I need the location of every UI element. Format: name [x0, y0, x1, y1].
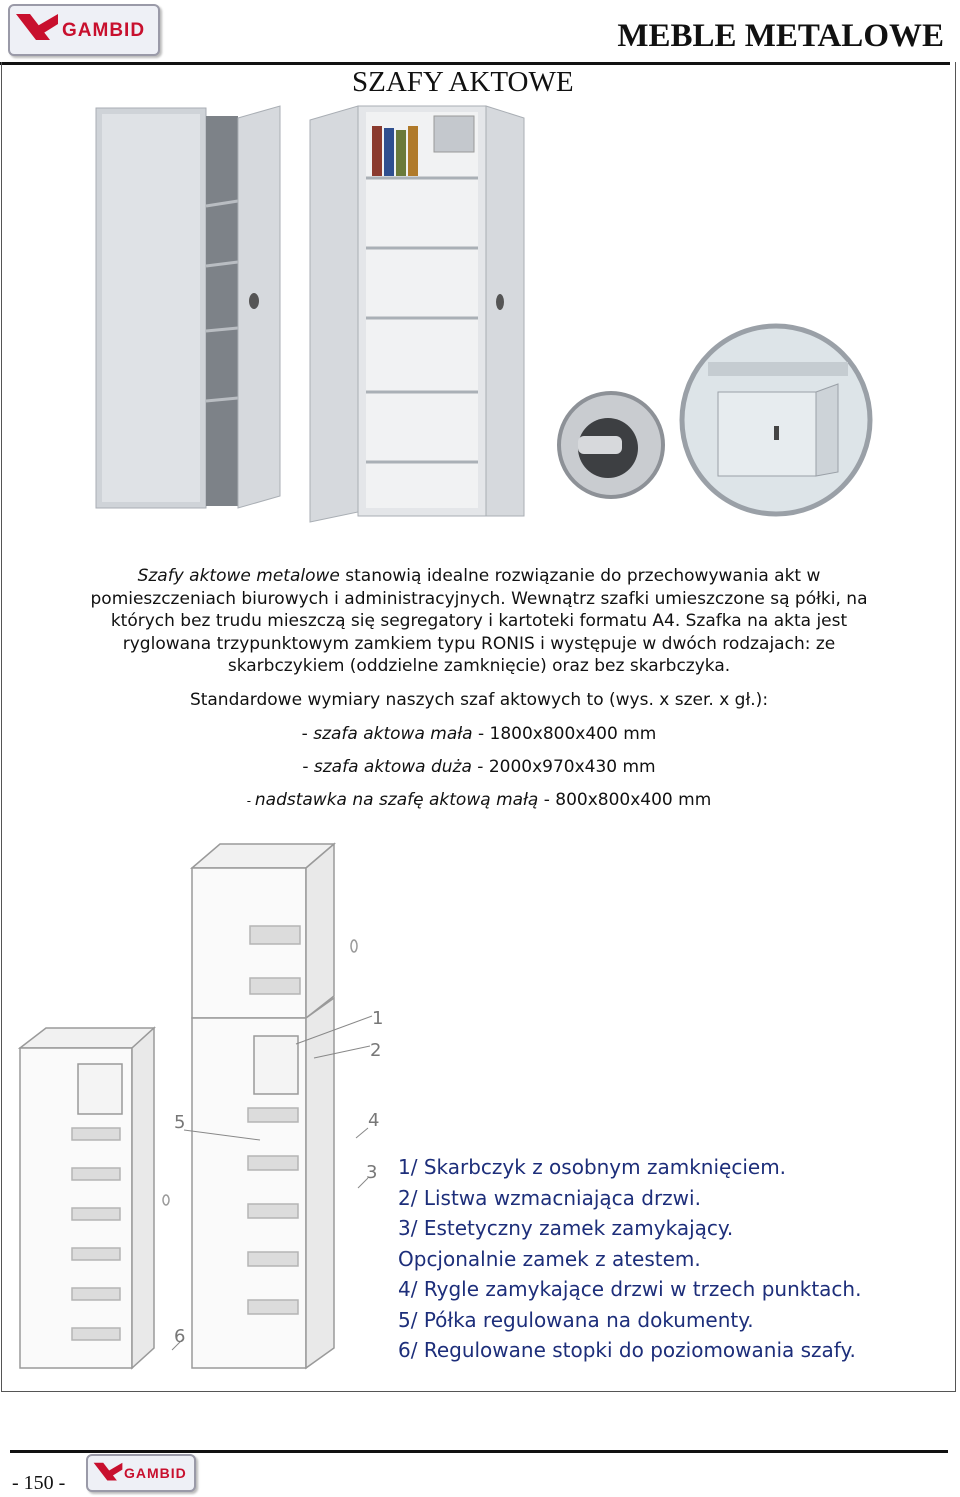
callout-2: 2 [370, 1040, 382, 1061]
description-line-1: stanowią idealne rozwiązanie do przechowywania akt w [339, 566, 821, 586]
legend-item: Opcjonalnie zamek z atestem. [398, 1246, 701, 1271]
callout-6: 6 [174, 1326, 186, 1347]
dimension-name: nadstawka na szafę aktową małą [254, 790, 539, 810]
dimension-item [14, 757, 944, 777]
legend-item: 4/ Rygle zamykające drzwi w trzech punktach. [398, 1277, 862, 1301]
logo-mark-icon [92, 1460, 124, 1486]
dimension-item [14, 790, 944, 810]
safe-detail-photo [678, 322, 874, 518]
callout-3: 3 [366, 1162, 378, 1183]
page-number: - 150 - [12, 1472, 66, 1494]
cabinet-technical-drawing [14, 838, 394, 1378]
legend-item: 2/ Listwa wzmacniająca drzwi. [398, 1185, 701, 1210]
description-line-2: pomieszczeniach biurowych i administracyjnych. Wewnątrz szafki umieszczone są półki, na [90, 588, 868, 609]
cabinet-photo-open [302, 102, 532, 532]
dimension-value: - 2000x970x430 mm [471, 757, 656, 777]
description-intro: Szafy aktowe metalowe [137, 566, 340, 586]
legend-item: 1/ Skarbczyk z osobnym zamknięciem. [398, 1155, 787, 1179]
logo-text: GAMBID [124, 1465, 187, 1481]
dimension-prefix: - [302, 757, 314, 777]
callout-5: 5 [174, 1112, 186, 1133]
legend-item: 3/ Estetyczny zamek zamykający. [398, 1216, 734, 1240]
dimension-prefix: - [301, 724, 314, 744]
logo-mark-icon [14, 10, 60, 48]
footer-rule [10, 1450, 948, 1453]
legend-item: 6/ Regulowane stopki do poziomowania szafy. [398, 1338, 856, 1362]
diagram-legend [398, 1152, 861, 1366]
dimension-prefix: - [246, 794, 255, 808]
dimension-name: szafa aktowa mała [313, 724, 473, 744]
logo-text: GAMBID [62, 20, 146, 41]
gambid-logo-footer [86, 1454, 196, 1492]
dimension-value: - 1800x800x400 mm [472, 724, 657, 744]
description-line-4: ryglowana trzypunktowym zamkiem typu RONIS i występuje w dwóch rodzajach: ze [122, 633, 836, 654]
callout-4: 4 [368, 1110, 380, 1131]
dimension-item [14, 724, 944, 744]
description-line-5: skarbczykiem (oddzielne zamknięcie) oraz bez skarbczyka. [227, 656, 731, 676]
cabinet-photo-small [88, 96, 288, 526]
page-title: SZAFY AKTOWE [352, 66, 574, 98]
callout-1: 1 [372, 1008, 384, 1029]
dimensions-heading: Standardowe wymiary naszych szaf aktowych to (wys. x szer. x gł.): [189, 690, 769, 710]
dimension-name: szafa aktowa duża [313, 757, 472, 777]
gambid-logo [8, 4, 160, 56]
description-line-3: których bez trudu mieszczą się segregatory i kartoteki formatu A4. Szafka na akta jest [110, 611, 848, 631]
dimension-value: - 800x800x400 mm [538, 790, 712, 810]
section-title: MEBLE METALOWE [617, 18, 944, 54]
lock-detail-photo [556, 390, 666, 500]
description [14, 565, 944, 678]
legend-item: 5/ Półka regulowana na dokumenty. [398, 1307, 754, 1332]
